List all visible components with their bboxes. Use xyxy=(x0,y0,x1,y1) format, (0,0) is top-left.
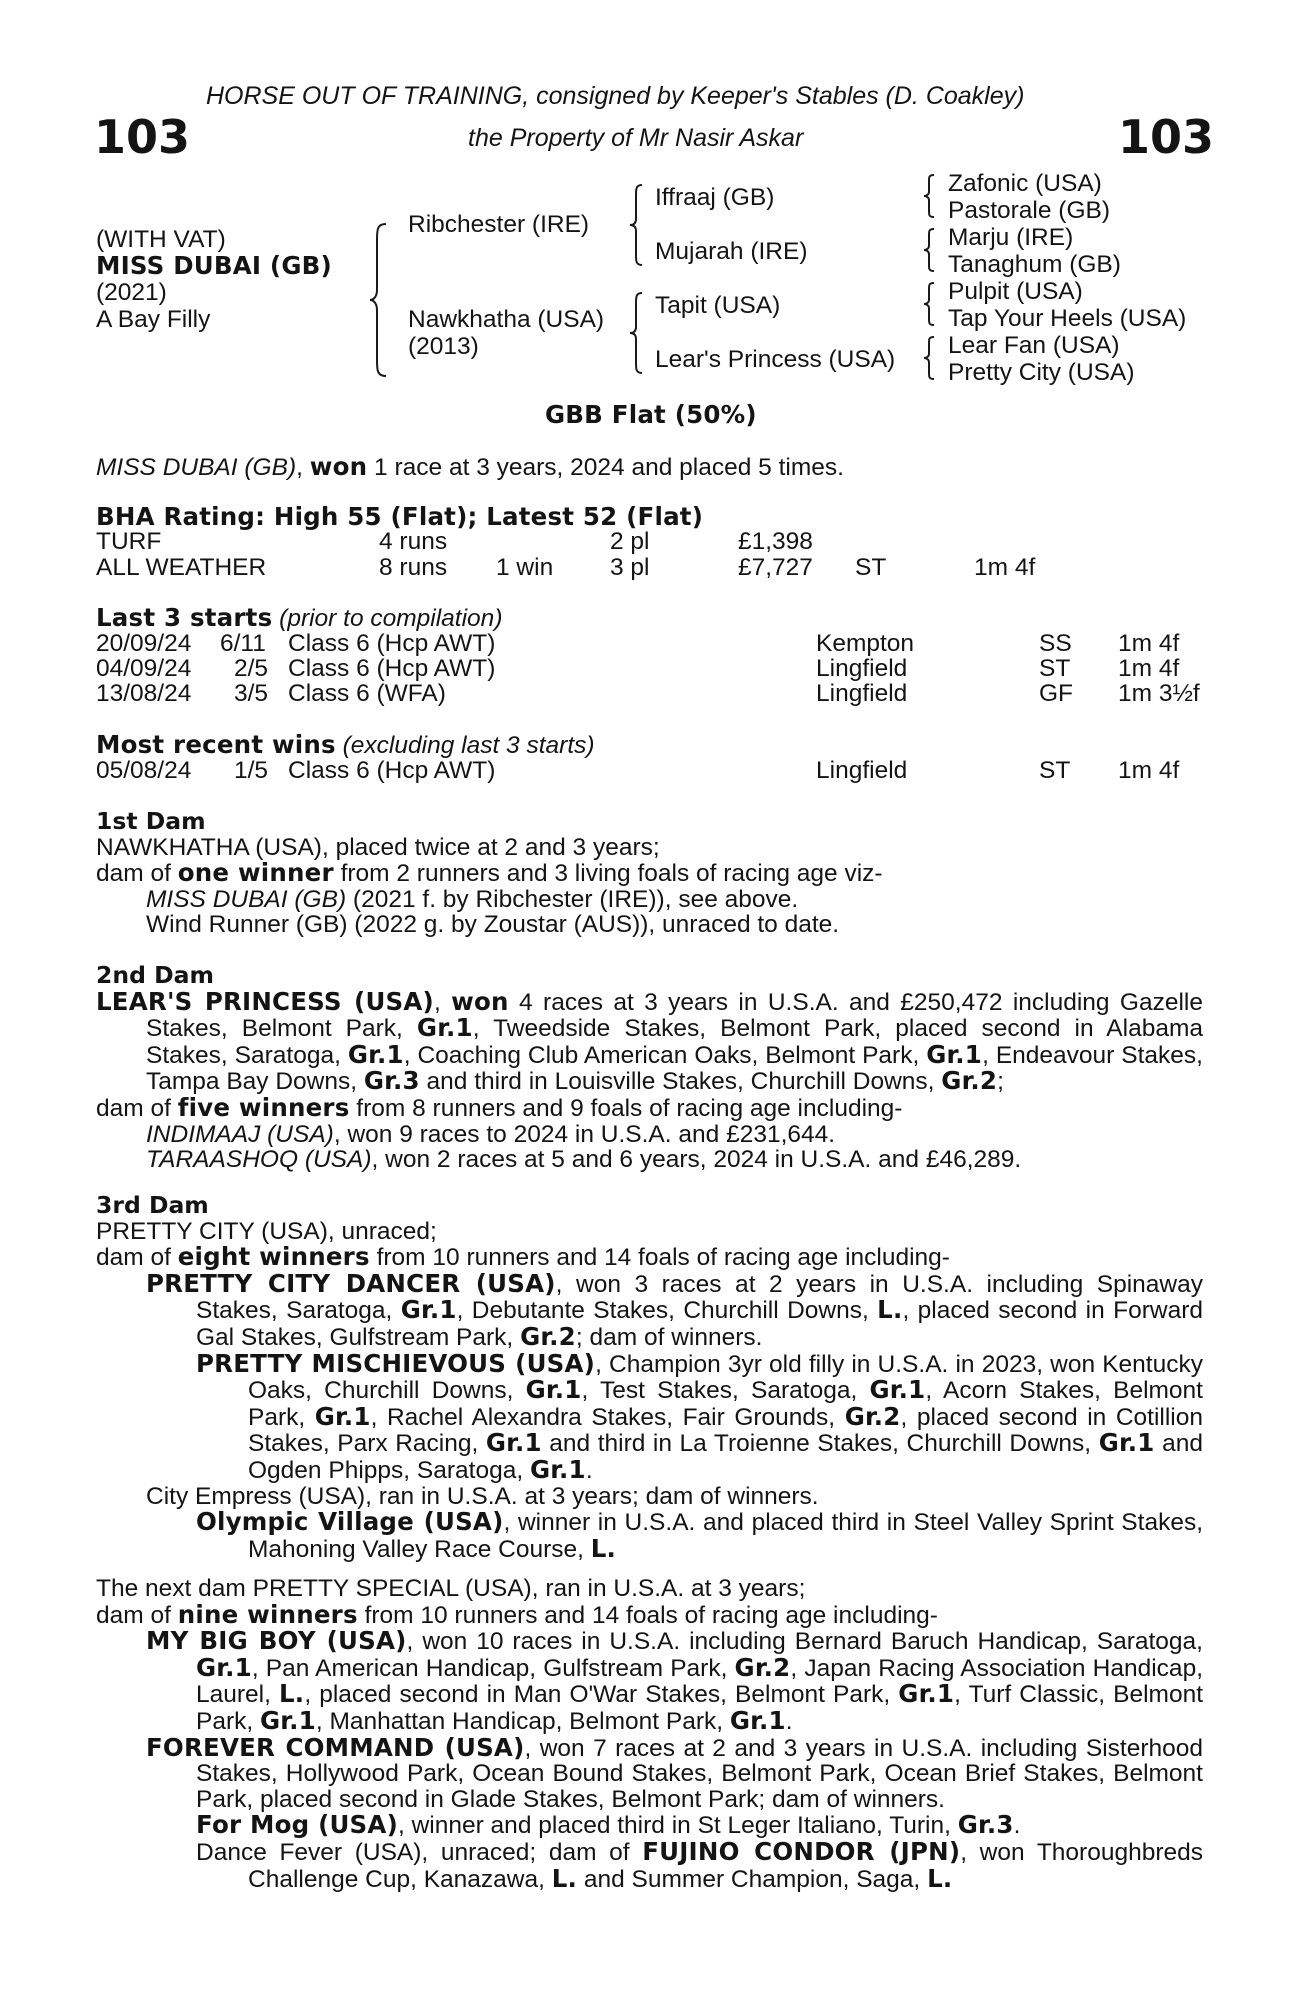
text: , Pan American Handicap, Gulfstream Park, xyxy=(251,1654,735,1682)
listed-badge: L. xyxy=(279,1679,305,1709)
text: ; dam of winners. xyxy=(575,1323,763,1351)
start-distance: 1m 3½f xyxy=(1118,680,1200,707)
grade-badge: Gr.1 xyxy=(416,1013,473,1043)
pedigree-main-brace xyxy=(368,222,388,378)
progeny-details: , won 2 races at 5 and 6 years, 2024 in U.S.A. and £46,289. xyxy=(371,1146,1022,1174)
start-going: GF xyxy=(1039,680,1074,707)
win-going: ST xyxy=(1039,757,1071,784)
text: , won 3 races at 2 years in U.S.A. including Spinaway Stakes, Saratoga, xyxy=(196,1270,1203,1325)
text: , Debutante Stakes, Churchill Downs, xyxy=(456,1297,878,1325)
first-dam-produce xyxy=(96,860,1203,887)
dam-brace xyxy=(628,291,644,375)
start-position: 2/5 xyxy=(234,655,269,682)
third-dam-progeny: City Empress (USA), ran in U.S.A. at 3 years; dam of winners. xyxy=(146,1482,819,1510)
pedigree-sire-dam: Mujarah (IRE) xyxy=(655,238,808,265)
grade-badge: Gr.1 xyxy=(926,1039,983,1069)
text: and third in La Troienne Stakes, Churchill Downs, xyxy=(541,1430,1099,1458)
recent-wins-note: (excluding last 3 starts) xyxy=(342,732,595,759)
text: . xyxy=(585,1456,593,1484)
foal-details: (2021 f. by Ribchester (IRE)), see above. xyxy=(346,885,799,913)
third-dam-line: PRETTY CITY (USA), unraced; xyxy=(96,1217,437,1245)
start-row xyxy=(96,656,1216,682)
ggp-brace-2 xyxy=(922,227,936,273)
text: and Summer Champion, Saga, xyxy=(577,1865,928,1893)
text: , Japan Racing Association Handicap, Laurel, xyxy=(196,1654,1203,1709)
progeny-name: MY BIG BOY (USA) xyxy=(146,1626,407,1656)
grade-badge: Gr.1 xyxy=(314,1401,371,1431)
pedigree-sire: Ribchester (IRE) xyxy=(408,211,590,238)
start-course: Lingfield xyxy=(816,655,908,682)
grade-badge: Gr.1 xyxy=(485,1428,542,1458)
rating-runs: 8 runs xyxy=(379,554,448,581)
win-class: Class 6 (Hcp AWT) xyxy=(288,757,496,784)
text: . xyxy=(1013,1812,1021,1840)
progeny-name: TARAASHOQ (USA) xyxy=(146,1146,372,1174)
progeny-name: FUJINO CONDOR (JPN) xyxy=(642,1836,961,1866)
third-dam-section xyxy=(96,1193,1203,1562)
progeny-name: PRETTY MISCHIEVOUS (USA) xyxy=(196,1348,596,1378)
rating-wins: 1 win xyxy=(496,554,554,581)
text: , Coaching Club American Oaks, Belmont Park, xyxy=(403,1041,927,1069)
grade-badge: Gr.1 xyxy=(400,1295,457,1325)
grade-badge: Gr.1 xyxy=(1098,1428,1155,1458)
start-going: SS xyxy=(1039,630,1072,657)
win-row xyxy=(96,758,1216,784)
rating-prize: £7,727 xyxy=(738,554,813,581)
third-dam-heading: 3rd Dam xyxy=(96,1191,209,1219)
text: , winner in U.S.A. and placed third in Steel Valley Sprint Stakes, Mahoning Valley Race Course, xyxy=(248,1509,1204,1563)
third-dam-produce xyxy=(96,1244,1203,1271)
start-class: Class 6 (Hcp AWT) xyxy=(288,630,496,657)
rating-distance: 1m 4f xyxy=(974,554,1036,581)
won-label: won xyxy=(451,986,509,1016)
ggp-6: Tap Your Heels (USA) xyxy=(948,305,1187,332)
second-dam-section xyxy=(96,963,1203,1173)
text: , placed second in Forward Gal Stakes, Gulfstream Park, xyxy=(196,1297,1203,1351)
text: , Tweedside Stakes, Belmont Park, placed second in Alabama Stakes, Saratoga, xyxy=(146,1015,1204,1069)
grade-badge: Gr.1 xyxy=(729,1705,786,1735)
first-dam-foal: Wind Runner (GB) (2022 g. by Zoustar (AUS)), unraced to date. xyxy=(146,911,840,939)
win-course: Lingfield xyxy=(816,757,908,784)
foal-name: MISS DUBAI (GB) xyxy=(146,885,347,913)
rating-placed: 3 pl xyxy=(610,554,650,581)
last-starts-title: Last 3 starts xyxy=(96,603,273,632)
listed-badge: L. xyxy=(590,1533,617,1563)
rating-surface: ALL WEATHER xyxy=(96,554,267,581)
grade-badge: Gr.2 xyxy=(520,1321,576,1351)
grade-badge: Gr.1 xyxy=(898,1679,955,1709)
text: from 10 runners and 14 foals of racing age including- xyxy=(357,1601,938,1629)
start-row xyxy=(96,681,1216,707)
grade-badge: Gr.3 xyxy=(957,1810,1014,1840)
pedigree-sire-sire: Iffraaj (GB) xyxy=(655,184,775,211)
grade-badge: Gr.1 xyxy=(529,1454,586,1484)
start-date: 13/08/24 xyxy=(96,680,192,707)
recent-wins-heading xyxy=(96,732,595,759)
text: , Champion 3yr old filly in U.S.A. in 2023, won Kentucky Oaks, Churchill Downs, xyxy=(248,1350,1203,1405)
first-dam-heading: 1st Dam xyxy=(96,807,206,835)
lot-number-left: 103 xyxy=(94,110,191,164)
progeny-name: Olympic Village (USA) xyxy=(196,1507,504,1537)
third-dam-grand-progeny xyxy=(96,1348,1204,1484)
fourth-dam-line: The next dam PRETTY SPECIAL (USA), ran in U.S.A. at 3 years; xyxy=(96,1575,806,1602)
start-class: Class 6 (WFA) xyxy=(288,680,446,707)
pedigree-dam-sire: Tapit (USA) xyxy=(655,292,781,319)
start-distance: 1m 4f xyxy=(1118,630,1180,657)
listed-badge: L. xyxy=(877,1295,903,1325)
second-dam-progeny xyxy=(96,1122,1203,1148)
pedigree-dam-dam: Lear's Princess (USA) xyxy=(655,346,896,373)
third-dam-progeny xyxy=(96,1268,1203,1351)
text: 4 races at 3 years in U.S.A. and £250,472 including Gazelle Stakes, Belmont Park, xyxy=(146,988,1203,1043)
text: , placed second in Cotillion Stakes, Parx Racing, xyxy=(248,1403,1204,1458)
win-date: 05/08/24 xyxy=(96,757,192,784)
summary-won: won xyxy=(309,452,368,481)
fourth-dam-produce xyxy=(96,1599,1203,1629)
fourth-dam-progeny xyxy=(96,1628,1203,1734)
ggp-brace-3 xyxy=(922,281,936,327)
grade-badge: Gr.1 xyxy=(347,1039,404,1069)
rating-placed: 2 pl xyxy=(610,528,650,555)
text: from 8 runners and 9 foals of racing age including- xyxy=(349,1094,903,1122)
fourth-dam-grand-progeny xyxy=(96,1836,1203,1893)
rating-row-turf xyxy=(96,529,1216,555)
win-distance: 1m 4f xyxy=(1118,757,1180,784)
text: , won Thoroughbreds Challenge Cup, Kanazawa, xyxy=(248,1838,1203,1893)
progeny-name: INDIMAAJ (USA) xyxy=(146,1120,334,1148)
winner-count: nine winners xyxy=(177,1599,358,1629)
grade-badge: Gr.3 xyxy=(363,1066,420,1096)
fourth-dam-progeny xyxy=(96,1732,1203,1813)
fourth-dam-section xyxy=(96,1576,1203,1892)
start-position: 6/11 xyxy=(220,630,266,657)
start-distance: 1m 4f xyxy=(1118,655,1180,682)
ggp-8: Pretty City (USA) xyxy=(948,359,1135,386)
progeny-name: PRETTY CITY DANCER (USA) xyxy=(146,1268,556,1298)
text: from 2 runners and 3 living foals of racing age viz- xyxy=(333,860,883,888)
progeny-name: FOREVER COMMAND (USA) xyxy=(146,1732,525,1762)
text: . xyxy=(785,1707,793,1735)
rating-prize: £1,398 xyxy=(738,528,813,555)
gbb-flat-label: GBB Flat (50%) xyxy=(545,400,757,429)
listed-badge: L. xyxy=(927,1863,953,1893)
first-dam-section xyxy=(96,809,1203,938)
text: ; xyxy=(997,1068,1004,1096)
pedigree-dam-year: (2013) xyxy=(408,333,479,360)
first-dam-foal xyxy=(96,887,1203,913)
start-date: 04/09/24 xyxy=(96,655,192,682)
fourth-dam-grand-progeny xyxy=(96,1812,1203,1839)
ggp-brace-4 xyxy=(922,335,936,381)
grade-badge: Gr.2 xyxy=(734,1652,791,1682)
second-dam-record: LEAR'S PRINCESS (USA), won 4 races at 3 years in U.S.A. and £250,472 including Gazelle Stakes, Belmont Park, Gr.1, Tweedside Stakes, Belmont Park, placed second in Alabama Stakes, Saratoga, Gr.1, Coaching Club American Oaks, Belmont Park, Gr.1, Endeavour Stakes, Tampa Bay Downs, Gr.3 and third in Louisville Stakes, Churchill Downs, Gr.2; xyxy=(96,986,1204,1096)
ggp-1: Zafonic (USA) xyxy=(948,170,1102,197)
ggp-brace-1 xyxy=(922,173,936,219)
last-starts-note: (prior to compilation) xyxy=(279,605,503,632)
horse-name: MISS DUBAI (GB) xyxy=(96,251,332,280)
race-summary: MISS DUBAI (GB), won 1 race at 3 years, 2024 and placed 5 times. xyxy=(96,452,844,481)
summary-text: 1 race at 3 years, 2024 and placed 5 times. xyxy=(367,454,844,481)
text: , winner and placed third in St Leger Italiano, Turin, xyxy=(397,1812,958,1840)
second-dam-progeny xyxy=(96,1147,1203,1173)
rating-going: ST xyxy=(855,554,887,581)
text: and third in Louisville Stakes, Churchill Downs, xyxy=(419,1068,942,1096)
ggp-2: Pastorale (GB) xyxy=(948,197,1111,224)
second-dam-heading: 2nd Dam xyxy=(96,961,214,989)
start-course: Lingfield xyxy=(816,680,908,707)
lot-number-right: 103 xyxy=(1118,110,1215,164)
start-course: Kempton xyxy=(816,630,915,657)
start-position: 3/5 xyxy=(234,680,269,707)
text: , Turf Classic, Belmont Park, xyxy=(196,1681,1204,1735)
grade-badge: Gr.1 xyxy=(525,1375,582,1405)
progeny-name: For Mog (USA) xyxy=(196,1810,398,1840)
summary-horse-name: MISS DUBAI (GB) xyxy=(96,454,297,481)
text: dam of xyxy=(96,860,178,888)
pedigree-dam: Nawkhatha (USA) xyxy=(408,306,605,333)
start-class: Class 6 (Hcp AWT) xyxy=(288,655,496,682)
text: , Acorn Stakes, Belmont Park, xyxy=(248,1377,1203,1431)
last-starts-heading xyxy=(96,605,502,632)
ggp-4: Tanaghum (GB) xyxy=(948,251,1121,278)
rating-row-all-weather xyxy=(96,555,1216,581)
grade-badge: Gr.1 xyxy=(869,1375,926,1405)
start-row xyxy=(96,631,1216,657)
text: , Test Stakes, Saratoga, xyxy=(581,1377,870,1405)
start-date: 20/09/24 xyxy=(96,630,192,657)
grade-badge: Gr.1 xyxy=(196,1652,252,1682)
ggp-3: Marju (IRE) xyxy=(948,224,1074,251)
grade-badge: Gr.2 xyxy=(941,1066,998,1096)
winner-count: five winners xyxy=(177,1092,350,1122)
listed-badge: L. xyxy=(551,1863,578,1893)
start-going: ST xyxy=(1039,655,1071,682)
text: dam of xyxy=(96,1244,178,1272)
catalogue-heading: HORSE OUT OF TRAINING, consigned by Keeper's Stables (D. Coakley) xyxy=(206,82,1025,110)
text: Dance Fever (USA), unraced; dam of xyxy=(196,1838,643,1866)
winner-count: eight winners xyxy=(177,1242,370,1272)
text: , won 7 races at 2 and 3 years in U.S.A. including Sisterhood Stakes, Hollywood Park, Ocean Bound Stakes, Belmont Park, Ocean Brief Stakes, Belmont Park, placed second in Glade Stakes, Belmont Park; dam of winners. xyxy=(196,1734,1203,1813)
text: , Manhattan Handicap, Belmont Park, xyxy=(315,1707,730,1735)
text: dam of xyxy=(96,1094,178,1122)
text: , Rachel Alexandra Stakes, Fair Grounds, xyxy=(370,1403,845,1431)
winner-count: one winner xyxy=(177,858,334,888)
win-position: 1/5 xyxy=(234,757,269,784)
dam-name: LEAR'S PRINCESS (USA) xyxy=(96,986,434,1016)
text: , Endeavour Stakes, Tampa Bay Downs, xyxy=(146,1041,1203,1096)
horse-description: A Bay Filly xyxy=(96,306,211,333)
vat-label: (WITH VAT) xyxy=(96,226,226,253)
horse-year: (2021) xyxy=(96,279,167,306)
text: from 10 runners and 14 foals of racing age including- xyxy=(369,1244,950,1272)
first-dam-line: NAWKHATHA (USA), placed twice at 2 and 3 years; xyxy=(96,833,660,861)
ggp-5: Pulpit (USA) xyxy=(948,278,1083,305)
sire-brace xyxy=(628,183,644,267)
text: , won 10 races in U.S.A. including Bernard Baruch Handicap, Saratoga, xyxy=(406,1628,1203,1656)
rating-runs: 4 runs xyxy=(379,528,448,555)
grade-badge: Gr.2 xyxy=(844,1401,901,1431)
property-line: the Property of Mr Nasir Askar xyxy=(468,124,804,152)
grade-badge: Gr.1 xyxy=(260,1705,316,1735)
second-dam-produce xyxy=(96,1092,1203,1122)
ggp-7: Lear Fan (USA) xyxy=(948,332,1120,359)
progeny-details: , won 9 races to 2024 in U.S.A. and £231,644. xyxy=(333,1120,836,1148)
third-dam-grand-progeny xyxy=(96,1509,1203,1562)
bha-rating-heading: BHA Rating: High 55 (Flat); Latest 52 (Flat) xyxy=(96,502,704,531)
text: , placed second in Man O'War Stakes, Belmont Park, xyxy=(304,1681,899,1709)
rating-surface: TURF xyxy=(96,528,162,555)
text: dam of xyxy=(96,1601,178,1629)
text: and Ogden Phipps, Saratoga, xyxy=(248,1430,1203,1484)
recent-wins-title: Most recent wins xyxy=(96,730,336,759)
